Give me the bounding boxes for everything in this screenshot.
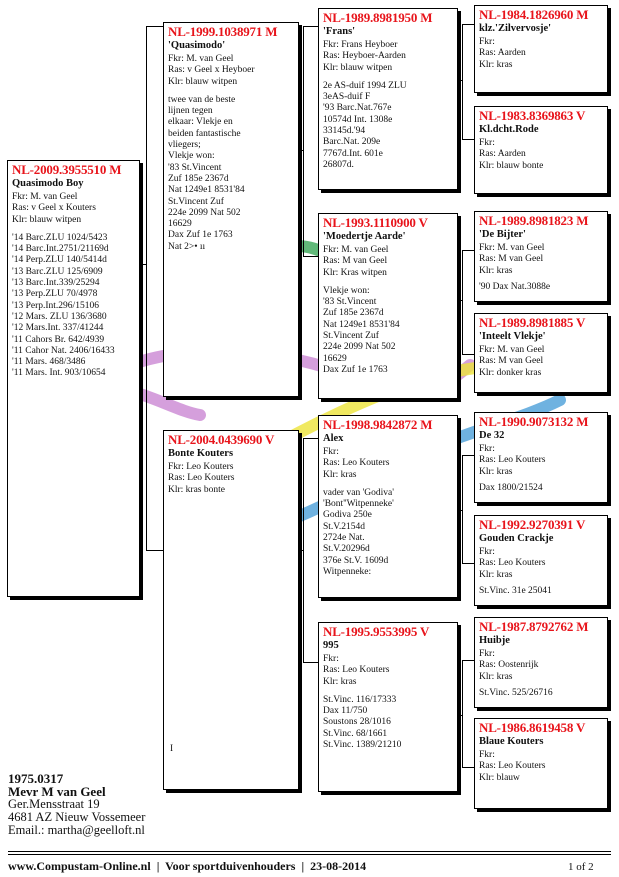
pedigree-card-sds — [474, 211, 608, 302]
connector — [303, 662, 318, 663]
pigeon-name: klz.'Zilvervosje' — [479, 23, 552, 34]
note-line: Vlekje won: — [168, 151, 215, 162]
note-line: '83 St.Vincent — [168, 162, 222, 173]
breeder-line: Fkr: M. van Geel — [12, 192, 78, 202]
note-line: 224e 2099 Nat 502 — [323, 342, 396, 353]
result-line: '11 Cahor Nat. 2406/16433 — [12, 345, 115, 356]
breeder-line: Fkr: — [479, 444, 495, 454]
connector — [462, 250, 463, 354]
connector — [462, 354, 474, 355]
note-line: lijnen tegen — [168, 106, 213, 117]
pedigree-card-sdd — [474, 313, 608, 393]
connector — [139, 264, 147, 265]
note-line: 3eAS-duif F — [323, 92, 371, 103]
note-line: St.V.20296d — [323, 544, 370, 555]
pedigree-card-dsd — [474, 515, 608, 606]
note-line: St.Vincent Zuf — [168, 196, 224, 207]
connector — [462, 24, 474, 25]
pigeon-name: Kl.dcht.Rode — [479, 124, 539, 135]
connector — [462, 767, 474, 768]
note-line: Zuf 185e 2367d — [323, 308, 384, 319]
color-line: Klr: blauw witpen — [12, 214, 82, 225]
note-line: Godiva 250e — [323, 510, 372, 521]
note-line: '90 Dax Nat.3088e — [479, 281, 551, 292]
color-line: Klr: blauw bonte — [479, 160, 544, 171]
ring-number: NL-1986.8619458 V — [479, 720, 586, 735]
connector — [303, 256, 318, 257]
pedigree-card-dam — [163, 430, 299, 790]
pigeon-name: Huibje — [479, 635, 510, 646]
note-line: Nat 2>• ıı — [168, 241, 206, 252]
footer-divider — [8, 854, 611, 855]
result-line: '11 Mars. Int. 903/10654 — [12, 368, 106, 379]
breeder-line: Fkr: — [479, 37, 495, 47]
note-line: Dax 11/750 — [323, 706, 368, 717]
result-line: '11 Mars. 468/3486 — [12, 357, 86, 368]
result-line: '13 Perp.Int.296/15106 — [12, 300, 99, 311]
note-line: 7767d.Int. 601e — [323, 148, 383, 159]
pigeon-name: 'De Bijter' — [479, 229, 526, 240]
color-line: Klr: blauw witpen — [323, 62, 393, 73]
note-line: St.Vinc. 68/1661 — [323, 728, 388, 739]
strain-line: Ras: Leo Kouters — [479, 455, 546, 466]
color-line: Klr: kras — [479, 569, 513, 580]
note-line: '83 St.Vincent — [323, 297, 377, 308]
note-line: 26807d. — [323, 159, 354, 170]
strain-line: Ras: Aarden — [479, 149, 526, 160]
strain-line: Ras: Leo Kouters — [323, 665, 390, 676]
note-line: Nat 1249e1 8531'84 — [323, 319, 400, 330]
owner-city: 4681 AZ Nieuw Vossemeer — [8, 810, 146, 824]
color-line: Klr: blauw witpen — [168, 76, 238, 87]
color-line: Klr: Kras witpen — [323, 267, 387, 278]
connector — [462, 455, 474, 456]
pigeon-name: Bonte Kouters — [168, 448, 234, 459]
note-line: 16629 — [168, 219, 192, 230]
pigeon-name: 'Inteelt Vlekje' — [479, 331, 546, 342]
connector — [462, 455, 463, 563]
pedigree-card-sire-sire — [318, 8, 458, 190]
dam-mark: I — [170, 744, 174, 754]
note-line: '93 Barc.Nat.767e — [323, 103, 392, 114]
note-line: 2e AS-duif 1994 ZLU — [323, 80, 407, 91]
color-line: Klr: kras — [479, 265, 513, 276]
note-line: 33145d.'94 — [323, 126, 366, 137]
note-line: Nat 1249e1 8531'84 — [168, 185, 245, 196]
result-line: '12 Mars.Int. 337/41244 — [12, 323, 104, 334]
color-line: Klr: kras — [479, 671, 513, 682]
connector — [462, 660, 474, 661]
note-line: Dax Zuf 1e 1763 — [323, 364, 388, 375]
pedigree-card-ssd — [474, 106, 608, 194]
connector — [303, 438, 318, 439]
note-line: vader van 'Godiva' — [323, 487, 394, 498]
ring-number: NL-2004.0439690 V — [168, 432, 275, 447]
strain-line: Ras: M van Geel — [323, 256, 388, 267]
pedigree-card-ddd — [474, 718, 608, 809]
note-line: Barc.Nat. 209e — [323, 137, 381, 148]
note-line: 'Bont''Witpenneke' — [323, 499, 394, 510]
breeder-line: Fkr: — [479, 138, 495, 148]
breeder-line: Fkr: — [479, 750, 495, 760]
pigeon-name: 995 — [323, 640, 339, 651]
owner-email: Email.: martha@geelloft.nl — [8, 823, 145, 837]
note-line: vliegers; — [168, 140, 201, 151]
color-line: Klr: donker kras — [479, 367, 542, 378]
ring-number: NL-1995.9553995 V — [323, 624, 430, 639]
color-line: Klr: kras — [479, 466, 513, 477]
strain-line: Ras: v Geel x Kouters — [12, 203, 96, 214]
note-line: Soustons 28/1016 — [323, 717, 391, 728]
pedigree-card-subject — [7, 160, 140, 597]
note-line: St.Vinc. 31e 25041 — [479, 585, 552, 596]
connector — [462, 660, 463, 767]
result-line: '13 Barc.ZLU 125/6909 — [12, 266, 103, 277]
note-line: Witpenneke: — [323, 566, 372, 577]
note-line: Zuf 185e 2367d — [168, 173, 229, 184]
color-line: Klr: kras — [479, 59, 513, 70]
note-line: elkaar: Vlekje en — [168, 117, 233, 128]
breeder-line: Fkr: Leo Kouters — [168, 462, 234, 472]
page-number: 1 of 2 — [568, 861, 594, 873]
connector — [146, 26, 163, 27]
strain-line: Ras: Heyboer-Aarden — [323, 51, 406, 62]
note-line: Dax Zuf 1e 1763 — [168, 230, 233, 241]
breeder-line: Fkr: M. van Geel — [479, 345, 545, 355]
ring-number: NL-1983.8369863 V — [479, 108, 586, 123]
result-line: '14 Barc.ZLU 1024/5423 — [12, 232, 108, 243]
strain-line: Ras: Oostenrijk — [479, 660, 539, 671]
note-line: 2724e Nat. — [323, 533, 365, 544]
pedigree-card-sire-dam — [318, 213, 458, 399]
breeder-line: Fkr: M. van Geel — [479, 243, 545, 253]
connector — [462, 24, 463, 139]
note-line: 376e St.V. 1609d — [323, 555, 389, 566]
strain-line: Ras: Leo Kouters — [479, 761, 546, 772]
pigeon-name: De 32 — [479, 430, 505, 441]
ring-number: NL-1987.8792762 M — [479, 619, 589, 634]
ring-number: NL-1990.9073132 M — [479, 414, 589, 429]
note-line: twee van de beste — [168, 94, 236, 105]
pedigree-card-dds — [474, 617, 608, 708]
footer-text: www.Compustam-Online.nl | Voor sportduivenhouders | 23-08-2014 — [8, 859, 367, 873]
pigeon-name: Blaue Kouters — [479, 736, 544, 747]
ring-number: NL-1992.9270391 V — [479, 517, 586, 532]
strain-line: Ras: Leo Kouters — [323, 458, 390, 469]
owner-code: 1975.0317 — [8, 771, 64, 786]
color-line: Klr: blauw — [479, 772, 520, 783]
breeder-line: Fkr: M. van Geel — [168, 54, 234, 64]
connector — [146, 26, 147, 550]
breeder-line: Fkr: — [479, 547, 495, 557]
pedigree-card-dam-sire — [318, 415, 458, 598]
result-line: '14 Perp.ZLU 140/5414d — [12, 255, 107, 266]
color-line: Klr: kras — [323, 469, 357, 480]
connector — [303, 26, 304, 256]
strain-line: Ras: v Geel x Heyboer — [168, 65, 255, 76]
breeder-line: Fkr: Frans Heyboer — [323, 40, 398, 50]
breeder-line: Fkr: — [323, 654, 339, 664]
strain-line: Ras: Aarden — [479, 48, 526, 59]
breeder-line: Fkr: — [479, 649, 495, 659]
color-line: Klr: kras bonte — [168, 484, 225, 495]
pigeon-name: Quasimodo Boy — [12, 178, 84, 189]
pedigree-card-dss — [474, 412, 608, 503]
strain-line: Ras: Leo Kouters — [168, 473, 235, 484]
note-line: St.Vinc. 116/17333 — [323, 694, 397, 705]
note-line: 16629 — [323, 353, 347, 364]
pigeon-name: Gouden Crackje — [479, 533, 554, 544]
pedigree-card-dam-dam — [318, 622, 458, 792]
pedigree-card-sss — [474, 5, 608, 93]
note-line: St.Vincent Zuf — [323, 331, 379, 342]
connector — [462, 139, 474, 140]
result-line: '13 Perp.ZLU 70/4978 — [12, 289, 98, 300]
result-line: '13 Barc.Int.339/25294 — [12, 278, 100, 289]
note-line: Dax 1800/21524 — [479, 482, 543, 493]
pedigree-card-sire — [163, 22, 299, 397]
breeder-line: Fkr: — [323, 447, 339, 457]
owner-name: Mevr M van Geel — [8, 784, 106, 799]
ring-number: NL-1998.9842872 M — [323, 417, 433, 432]
owner-info — [8, 772, 145, 837]
connector — [146, 550, 163, 551]
ring-number: NL-1989.8981823 M — [479, 213, 589, 228]
note-line: St.V.2154d — [323, 521, 366, 532]
ring-number: NL-2009.3955510 M — [12, 162, 122, 177]
strain-line: Ras: Leo Kouters — [479, 558, 546, 569]
pigeon-name: 'Quasimodo' — [168, 40, 226, 51]
note-line: St.Vinc. 525/26716 — [479, 687, 553, 698]
pigeon-name: 'Moedertje Aarde' — [323, 231, 406, 242]
note-line: 10574d Int. 1308e — [323, 114, 393, 125]
pigeon-name: Alex — [323, 433, 344, 444]
ring-number: NL-1999.1038971 M — [168, 24, 278, 39]
strain-line: Ras: M van Geel — [479, 356, 544, 367]
result-line: '12 Mars. ZLU 136/3680 — [12, 311, 107, 322]
connector — [462, 563, 474, 564]
connector — [462, 250, 474, 251]
result-line: '11 Cahors Br. 642/4939 — [12, 334, 105, 345]
note-line: St.Vinc. 1389/21210 — [323, 740, 402, 751]
strain-line: Ras: M van Geel — [479, 254, 544, 265]
breeder-line: Fkr: M. van Geel — [323, 245, 389, 255]
result-line: '14 Barc.Int.2751/21169d — [12, 244, 109, 255]
ring-number: NL-1984.1826960 M — [479, 7, 589, 22]
note-line: beiden fantastische — [168, 128, 241, 139]
owner-street: Ger.Mensstraat 19 — [8, 797, 100, 811]
footer-divider — [8, 851, 611, 852]
pigeon-name: 'Frans' — [323, 26, 356, 37]
ring-number: NL-1989.8981885 V — [479, 315, 586, 330]
color-line: Klr: kras — [323, 676, 357, 687]
connector — [303, 26, 318, 27]
note-line: 224e 2099 Nat 502 — [168, 207, 241, 218]
note-line: Vlekje won: — [323, 285, 370, 296]
ring-number: NL-1993.1110900 V — [323, 215, 428, 230]
ring-number: NL-1989.8981950 M — [323, 10, 433, 25]
